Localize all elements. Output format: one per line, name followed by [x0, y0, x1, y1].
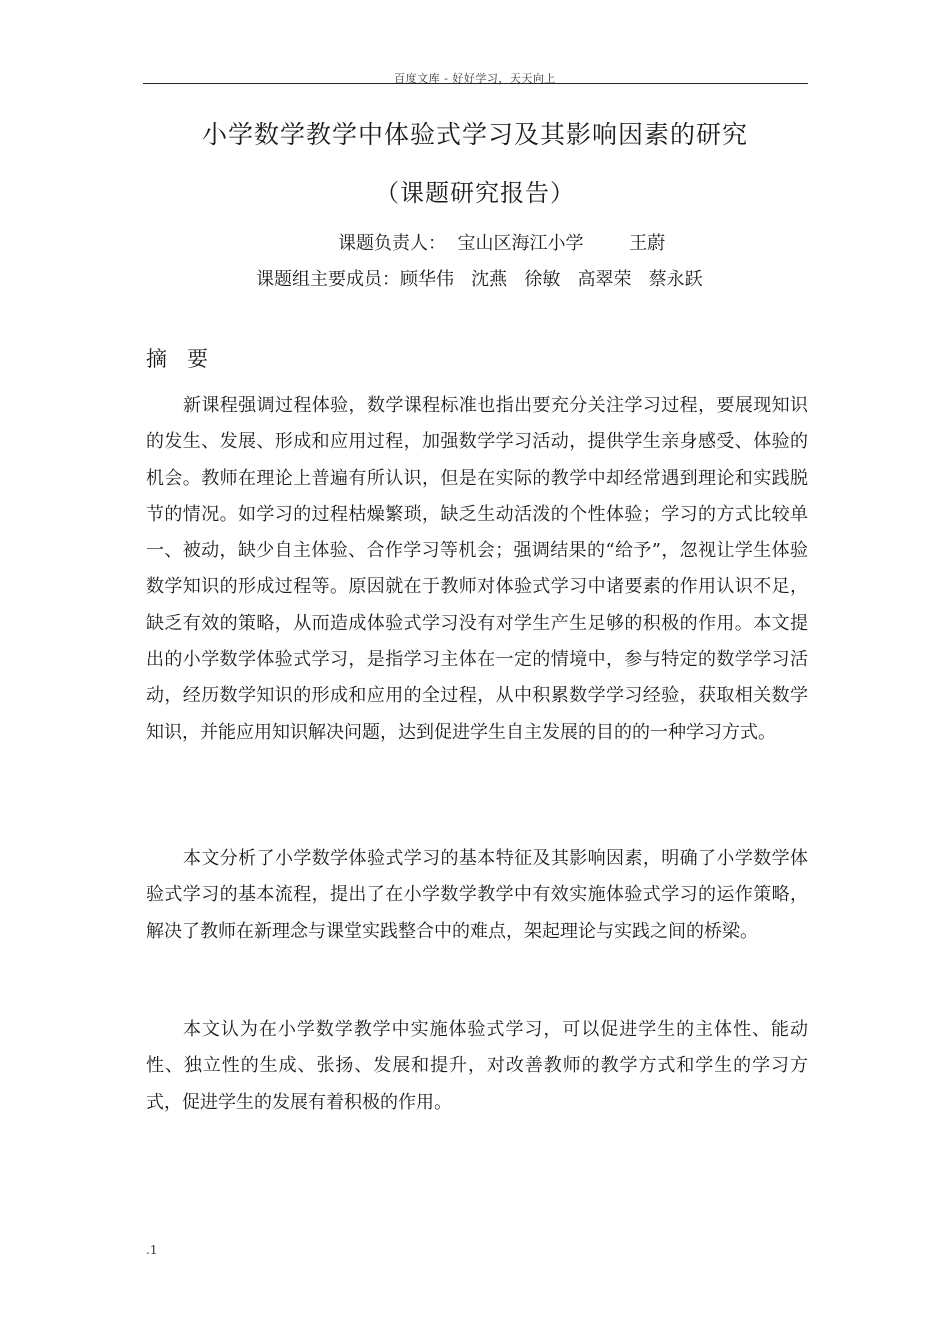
abstract-paragraph: 本文认为在小学数学教学中实施体验式学习，可以促进学生的主体性、能动性、独立性的生成、张扬、发展和提升，对改善教师的教学方式和学生的学习方式，促进学生的发展有着积极的作用。 [146, 1019, 808, 1113]
document-subtitle: （课题研究报告） [375, 179, 575, 207]
page-number: .1 [146, 1243, 158, 1257]
project-members-line: 课题组主要成员：顾华伟 沈燕 徐敏 高翠荣 蔡永跃 [256, 269, 703, 290]
header-rule [143, 83, 808, 84]
project-leader-line: 课题负责人： 宝山区海江小学 王蔚 [338, 233, 666, 254]
document-title: 小学数学教学中体验式学习及其影响因素的研究 [201, 120, 748, 149]
abstract-paragraph: 本文分析了小学数学体验式学习的基本特征及其影响因素，明确了小学数学体验式学习的基本流程，提出了在小学数学教学中有效实施体验式学习的运作策略，解决了教师在新理念与课堂实践整合中的难点，架起理论与实践之间的桥梁。 [146, 848, 808, 942]
abstract-paragraph: 新课程强调过程体验，数学课程标准也指出要充分关注学习过程，要展现知识的发生、发展、形成和应用过程，加强数学学习活动，提供学生亲身感受、体验的机会。教师在理论上普遍有所认识，但是在实际的教学中却经常遇到理论和实践脱节的情况。如学习的过程枯燥繁琐，缺乏生动活泼的个性体验；学习的方式比较单一、被动，缺少自主体验、合作学习等机会；强调结果的“给予”，忽视让学生体验数学知识的形成过程等。原因就在于教师对体验式学习中诸要素的作用认识不足，缺乏有效的策略，从而造成体验式学习没有对学生产生足够的积极的作用。本文提出的小学数学体验式学习，是指学习主体在一定的情境中，参与特定的数学学习活动，经历数学知识的形成和应用的全过程，从中积累数学学习经验，获取相关数学知识，并能应用知识解决问题，达到促进学生自主发展的目的的一种学习方式。 [146, 395, 808, 743]
page-header: 百度文库 - 好好学习，天天向上 [394, 72, 556, 85]
abstract-heading: 摘 要 [146, 347, 209, 371]
